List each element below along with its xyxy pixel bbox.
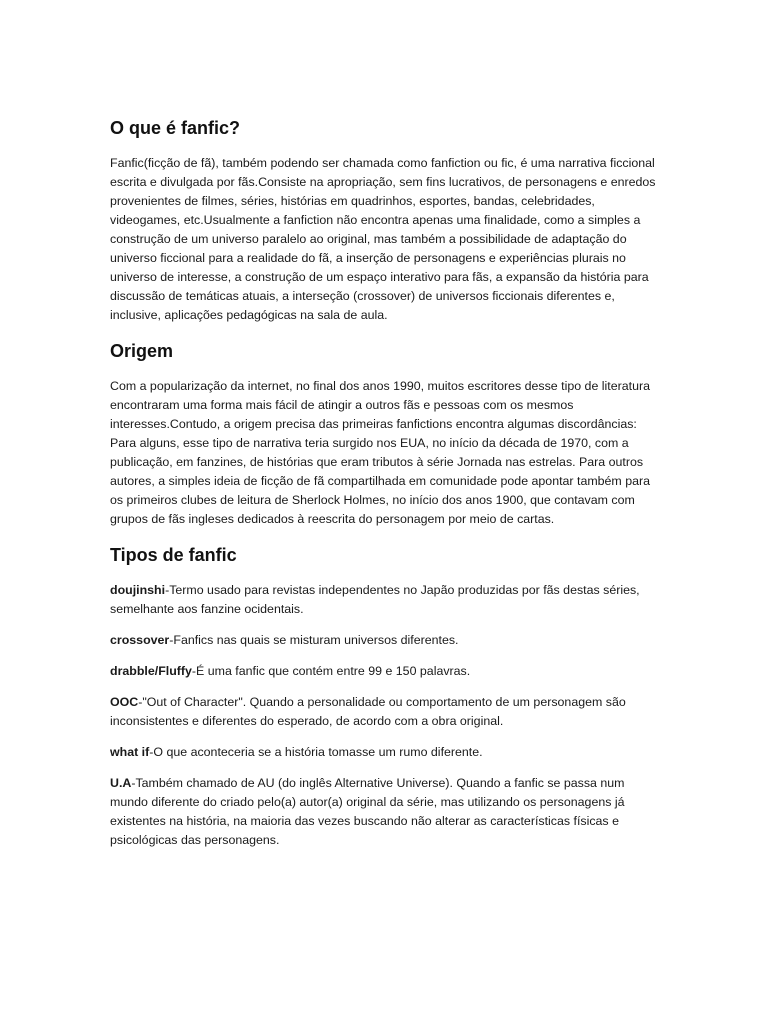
term-description: -O que aconteceria se a história tomasse um rumo diferente. (149, 745, 483, 759)
term-label: drabble/Fluffy (110, 664, 192, 678)
term-item-crossover (110, 631, 658, 650)
term-description: -Fanfics nas quais se misturam universos diferentes. (169, 633, 459, 647)
document-content (110, 116, 658, 862)
term-item-drabble (110, 662, 658, 681)
term-label: what if (110, 745, 150, 759)
term-label: crossover (110, 633, 170, 647)
heading-what-is-fanfic: O que é fanfic? (110, 118, 241, 138)
term-item-what-if (110, 743, 658, 762)
term-item-ooc (110, 693, 658, 731)
heading-origin: Origem (110, 341, 174, 361)
heading-fanfic-types: Tipos de fanfic (110, 545, 237, 565)
term-label: OOC (110, 695, 139, 709)
term-label: doujinshi (110, 583, 166, 597)
paragraph-origin: Com a popularização da internet, no final dos anos 1990, muitos escritores desse tipo de literatura encontraram uma forma mais fácil de atingir a outros fãs e pessoas com os mesmos interesses.Contudo, a origem precisa das primeiras fanfictions encontra algumas discordâncias: Para alguns, esse tipo de narrativa teria surgido nos EUA, no início da década de 1970, com a publicação, em fanzines, de histórias que eram tributos à série Jornada nas estrelas. Para outros autores, a simples ideia de ficção de fã compartilhada em comunidade pode apontar também para os primeiros clubes de leitura de Sherlock Holmes, no início dos anos 1900, que contavam com grupos de fãs ingleses dedicados à reescrita do personagem por meio de cartas. (110, 379, 650, 526)
term-description: -É uma fanfic que contém entre 99 e 150 palavras. (191, 664, 471, 678)
term-label: U.A (110, 776, 132, 790)
term-description: -Termo usado para revistas independentes no Japão produzidas por fãs destas séries, semelhante aos fanzine ocidentais. (110, 583, 640, 616)
term-item-doujinshi (110, 581, 658, 619)
term-description: -"Out of Character". Quando a personalidade ou comportamento de um personagem são inconsistentes e diferentes do esperado, de acordo com a obra original. (110, 695, 626, 728)
term-item-ua (110, 774, 658, 850)
paragraph-what-is-fanfic: Fanfic(ficção de fã), também podendo ser chamada como fanfiction ou fic, é uma narrativa ficcional escrita e divulgada por fãs.Consiste na apropriação, sem fins lucrativos, de personagens e enredos provenientes de filmes, séries, histórias em quadrinhos, esportes, bandas, celebridades, videogames, etc.Usualmente a fanfiction não encontra apenas uma finalidade, como a simples a construção de um universo paralelo ao original, mas também a possibilidade de adaptação do universo ficcional para a realidade do fã, a inserção de personagens e experiências plurais no universo de interesse, a construção de um espaço interativo para fãs, a expansão da história para discussão de temáticas atuais, a interseção (crossover) de universos ficcionais diferentes e, inclusive, aplicações pedagógicas na sala de aula. (110, 156, 656, 322)
term-description: -Também chamado de AU (do inglês Alternative Universe). Quando a fanfic se passa num mundo diferente do criado pelo(a) autor(a) original da série, mas utilizando os personagens já existentes na história, na maioria das vezes buscando não alterar as características físicas e psicológicas das personagens. (110, 776, 625, 847)
